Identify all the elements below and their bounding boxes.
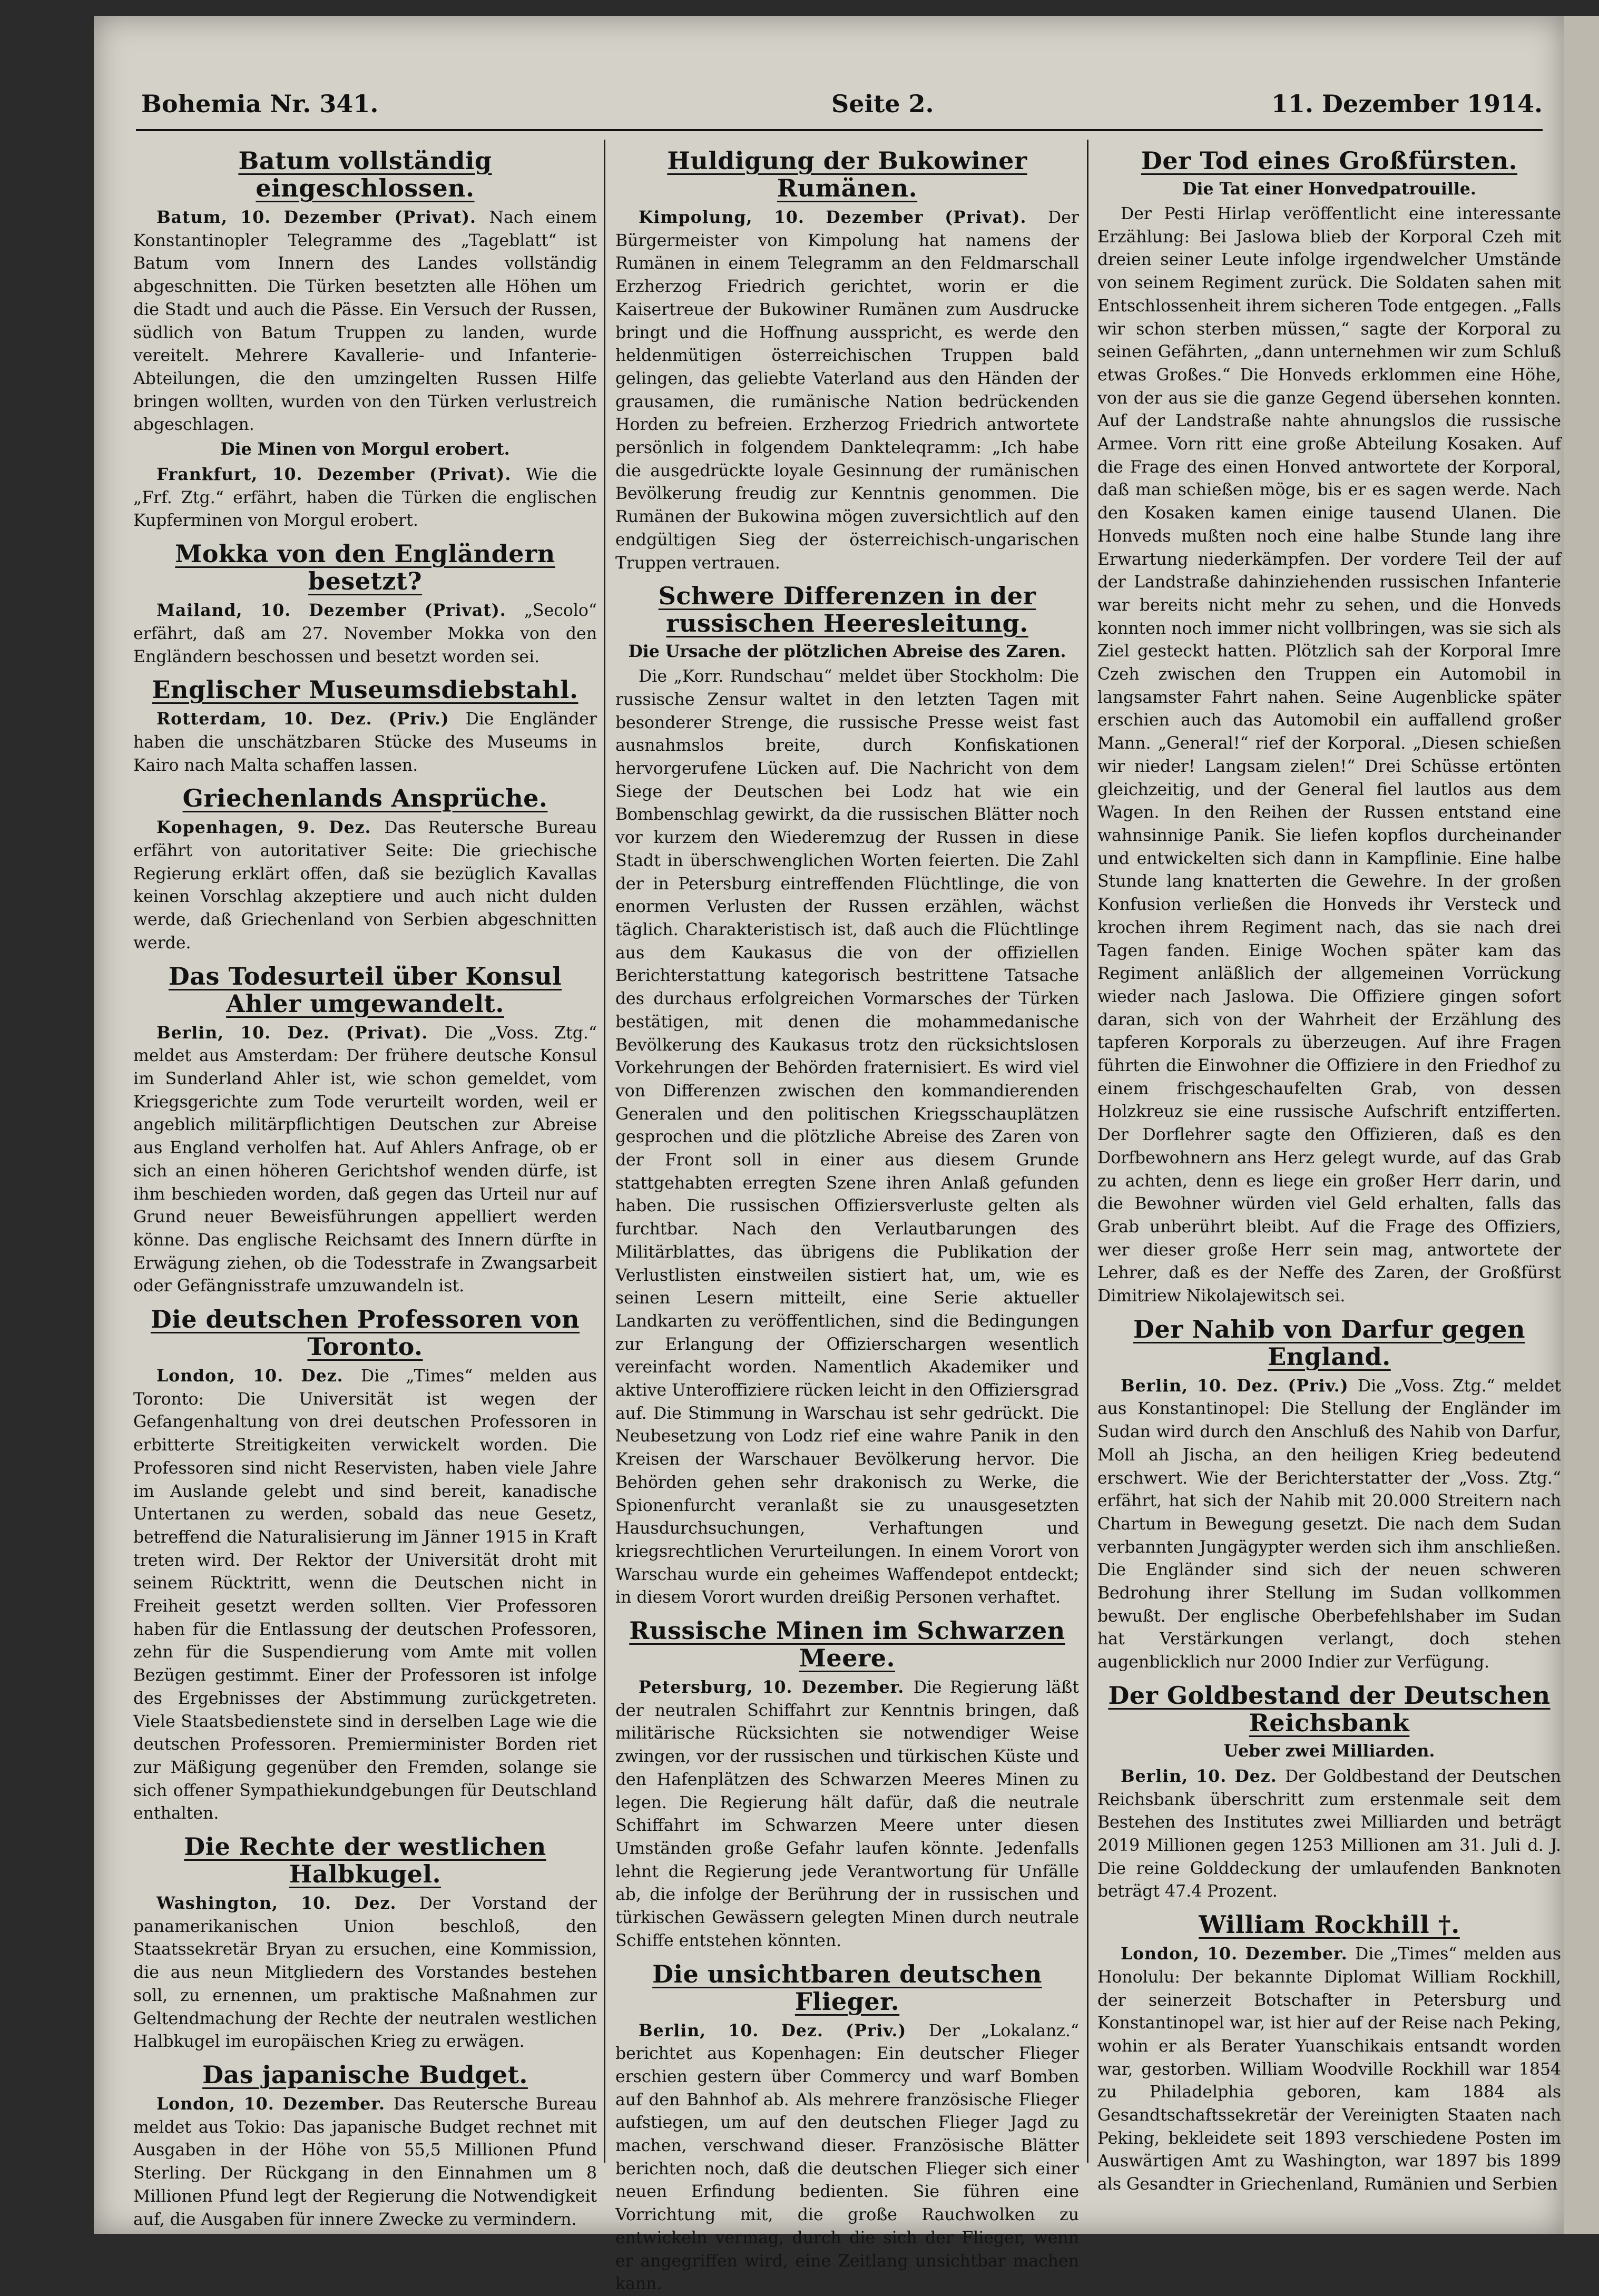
article-headline: Der Goldbestand der Deutschen Reichsbank	[1108, 1681, 1551, 1737]
newspaper-page	[94, 16, 1564, 2294]
article-text: Das Reutersche Bureau meldet aus Tokio: Das japanische Budget rechnet mit Ausgaben in der Höhe von 55,5 Millionen Pfund Sterling. Der Rückgang in den Einnahmen um 8 Millionen Pfund legt der Regierung die Notwendigkeit auf, die Ausgaben für innere Zwecke zu vermindern.	[133, 2095, 597, 2229]
article-body	[133, 599, 597, 669]
masthead-issue: Bohemia Nr. 341.	[141, 90, 379, 118]
article-text: Der Bürgermeister von Kimpolung hat namens der Rumänen in einem Telegramm an den Feldmarschall Erzherzog Friedrich gerichtet, worin er die Kaisertreue der Bukowiner Rumänen zum Ausdrucke bringt und die Hoffnung ausspricht, es werde den heldenmütigen österreichischen Truppen bald gelingen, das geliebte Vaterland aus den Händen der grausamen, die rumänische Nation bedrückenden Horden zu befreien. Erzherzog Friedrich antwortete persönlich in folgendem Dankteleqramm: „Ich habe die ausgedrückte loyale Gesinnung der rumänischen Bevölkerung freudig zur Kenntnis genommen. Die Rumänen der Bukowina mögen zuversichtlich auf den endgültigen Sieg der österreichisch-ungarischen Truppen vertrauen.	[615, 208, 1079, 573]
article-headline: Das Todesurteil über Konsul Ahler umgewandelt.	[168, 961, 562, 1018]
article-subheadline: Die Ursache der plötzlichen Abreise des Zaren.	[628, 642, 1066, 662]
article-text: Die „Times“ melden aus Toronto: Die Universität ist wegen der Gefangenhaltung von drei deutschen Professoren in erbitterte Streitigkeiten verwickelt worden. Die Professoren sind nicht Reservisten, haben viele Jahre im Auslande gelebt und sind bereit, kanadische Untertanen zu werden, sobald das neue Gesetz, betreffend die Naturalisierung im Jänner 1915 in Kraft treten wird. Der Rektor der Universität droht mit seinem Rücktritt, wenn die Deutschen nicht in Freiheit gesetzt werden sollten. Vier Professoren haben für die Entlassung der deutschen Professoren, zehn für die Suspendierung vom Amte mit vollen Bezügen gestimmt. Einer der Professoren ist infolge des Ergebnisses der Abstimmung zurückgetreten. Viele Staatsbedienstete sind in derselben Lage wie die deutschen Professoren. Premierminister Borden riet zur Mäßigung gegenüber den Fremden, solange sie sich offener Sympathiekundgebungen für Deutschland enthalten.	[133, 1367, 597, 1823]
article-dateline: Washington, 10. Dez.	[156, 1893, 419, 1914]
column-divider	[604, 140, 605, 2163]
article-body	[133, 2093, 597, 2231]
article-body	[1097, 1375, 1561, 1674]
article-body	[133, 1892, 597, 2054]
article-text: Die „Times“ melden aus Honolulu: Der bekannte Diplomat William Rockhill, der seinerzeit Botschafter in Petersburg und Konstantinopel war, ist hier auf der Reise nach Peking, wohin er als Berater Yuanschikais entsandt worden war, gestorben. William Woodville Rockhill war 1854 zu Philadelphia geboren, kam 1884 als Gesandtschaftssekretär der Vereinigten Staaten nach Peking, bekleidete seit 1893 verschiedene Posten im Auswärtigen Amt zu Washington, war 1897 bis 1899 als Gesandter in Griechenland, Rumänien und Serbien	[1097, 1945, 1561, 2194]
article-body	[1097, 203, 1561, 1308]
article-headline: Mokka von den Engländern besetzt?	[175, 539, 555, 596]
article-headline: Griechenlands Ansprüche.	[182, 784, 548, 813]
article-body	[133, 463, 597, 533]
page-edge	[1564, 16, 1599, 2234]
article-dateline: Kimpolung, 10. Dezember (Privat).	[639, 208, 1048, 227]
article-dateline: Berlin, 10. Dez. (Priv.)	[1121, 1376, 1358, 1396]
article-body	[133, 1022, 597, 1298]
article-subheadline: Die Tat einer Honvedpatrouille.	[1182, 179, 1476, 199]
article-dateline: London, 10. Dezember.	[156, 2094, 394, 2114]
article-text: Der Goldbestand der Deutschen Reichsbank überschritt zum erstenmale seit dem Bestehen des Institutes zwei Milliarden und beträgt 2019 Millionen gegen 1253 Millionen am 31. Juli d. J. Die reine Golddeckung der umlaufenden Banknoten beträgt 47.4 Prozent.	[1097, 1767, 1561, 1901]
article-headline: Englischer Museumsdiebstahl.	[152, 675, 578, 704]
article-dateline: Kopenhagen, 9. Dez.	[156, 818, 385, 838]
article-body	[133, 708, 597, 777]
column-2	[615, 140, 1079, 2294]
article-dateline: Petersburg, 10. Dezember.	[639, 1677, 914, 1698]
article-text: Nach einem Konstantinopler Telegramme des „Tageblatt“ ist Batum vom Innern des Landes vollständig abgeschnitten. Die Türken besetzten alle Höhen um die Stadt und auch die Pässe. Ein Versuch der Russen, südlich von Batum Truppen zu landen, wurde vereitelt. Mehrere Kavallerie- und Infanterie-Abteilungen, die den umzingelten Russen Hilfe bringen wollten, wurden von den Türken verlustreich abgeschlagen.	[133, 208, 597, 435]
masthead-page: Seite 2.	[831, 90, 934, 118]
article-dateline: Frankfurt, 10. Dezember (Privat).	[156, 465, 526, 485]
article-dateline: London, 10. Dez.	[156, 1366, 361, 1386]
article-dateline: Batum, 10. Dezember (Privat).	[156, 208, 489, 227]
article-dateline: London, 10. Dezember.	[1121, 1944, 1356, 1964]
article-text: Der Vorstand der panamerikanischen Union beschloß, den Staatssekretär Bryan zu ersuchen, eine Kommission, die aus neun Mitgliedern des Vorstandes bestehen soll, zu ernennen, um praktische Maßnahmen zur Geltendmachung der Rechte der neutralen westlichen Halbkugel im europäischen Krieg zu erwägen.	[133, 1894, 597, 2052]
article-text: Der Pesti Hirlap veröffentlicht eine interessante Erzählung: Bei Jaslowa blieb der Korporal Czeh mit dreien seiner Leute infolge irgendwelcher Umstände von seinem Regiment zurück. Die Soldaten sahen mit Entschlossenheit ihrem sicheren Tode entgegen. „Falls wir schon sterben müssen,“ sagte der Korporal zu seinen Gefährten, „dann unternehmen wir zum Schluß etwas Großes.“ Die Honveds erklommen eine Höhe, von der aus sie die ganze Gegend übersehen konnten. Auf der Landstraße nahte ahnungslos die russische Armee. Vorn ritt eine große Abteilung Kosaken. Auf die Frage des einen Honved antwortete der Korporal, daß man schießen möge, bis er es sagen werde. Nach den Kosaken kamen einige tausend Ulanen. Die Honveds mußten noch eine halbe Stunde lang ihre Erwartung niederkämpfen. Der vordere Teil der auf der Landstraße dahinziehenden russischen Infanterie war bereits nicht mehr zu sehen, und die Honveds konnten noch immer nicht vollbringen, was sie sich als Ziel gesteckt hatten. Plötzlich sah der Korporal Imre Czeh zwischen den Truppen ein Automobil in langsamster Fahrt nahen. Seine Augenblicke später erschien auch das Automobil ein auffallend großer Mann. „General!“ rief der Korporal. „Diesen schießen wir nieder! Langsam zielen!“ Drei Schüsse ertönten gleichzeitig, und der General fiel lautlos aus dem Wagen. In den Reihen der Russen entstand eine wahnsinnige Panik. Sie liefen kopflos durcheinander und entwickelten sich dann in Kampflinie. Eine halbe Stunde lang knatterten die Gewehre. In der großen Konfusion verließen die Honveds ihr Versteck und krochen ihrem Regiment nach, das sie nach drei Tagen fanden. Einige Wochen später kam das Regiment anläßlich der allgemeinen Vorrückung wieder nach Jaslowa. Die Offiziere gingen sofort daran, sich von der Wahrheit der Erzählung des tapferen Korporals zu überzeugen. Auf ihre Fragen führten die Einwohner die Offiziere in den Friedhof zu einem frischgeschaufelten Grab, von dessen Holzkreuz sie eine russische Aufschrift entzifferten. Der Dorflehrer sagte den Offizieren, daß es den Dorfbewohnern ans Herz gelegt wurde, auf das Grab zu achten, denn es liege ein großer Herr darin, und die Bewohner würden viel Geld erhalten, falls das Grab unberührt bleibt. Auf die Frage des Offiziers, wer dieser große Herr sein mag, antwortete der Lehrer, daß es der Neffe des Zaren, der Großfürst Dimitriew Nikolajewitsch sei.	[1097, 204, 1561, 1306]
article-text: Die „Voss. Ztg.“ meldet aus Konstantinopel: Die Stellung der Engländer im Sudan wird durch den Anschluß des Nahib von Darfur, Moll ah Jischa, an den heiligen Krieg bedeutend erschwert. Wie der Berichterstatter der „Voss. Ztg.“ erfährt, hat sich der Nahib mit 20.000 Streitern nach Chartum in Bewegung gesetzt. Die nach dem Sudan verbannten Jungägypter werden sich ihm anschließen. Die Engländer sind sich der neuen schweren Bedrohung ihrer Stellung im Sudan vollkommen bewußt. Der englische Oberbefehlshaber im Sudan hat Verstärkungen verlangt, doch stehen augenblicklich nur 2000 Indier zur Verfügung.	[1097, 1376, 1561, 1672]
article-text: Die „Voss. Ztg.“ meldet aus Amsterdam: Der frühere deutsche Konsul im Sunderland Ahler ist, wie schon gemeldet, vom Kriegsgerichte zum Tode verurteilt worden, weil er angeblich militärpflichtigen Deutschen zur Abreise aus England verholfen hat. Auf Ahlers Anfrage, ob er sich an einen höheren Gerichtshof wenden dürfe, ist ihm beschieden worden, daß gegen das Urteil nur auf Grund neuer Beweisführungen appelliert werden könne. Das englische Reichsamt des Innern dürfte in Erwägung ziehen, ob die Todesstrafe in Zwangsarbeit oder Gefängnisstrafe umzuwandeln ist.	[133, 1023, 597, 1296]
article-headline: Der Tod eines Großfürsten.	[1141, 146, 1518, 175]
article-dateline: Mailand, 10. Dezember (Privat).	[156, 601, 524, 621]
masthead	[141, 90, 1543, 132]
column-1	[133, 140, 597, 2229]
article-body	[615, 206, 1079, 575]
article-headline: Der Nahib von Darfur gegen England.	[1133, 1314, 1525, 1371]
article-subheadline: Die Minen von Morgul erobert.	[220, 439, 510, 459]
article-text: Der „Lokalanz.“ berichtet aus Kopenhagen: Ein deutscher Flieger erschien gestern über Commercy und warf Bomben auf den Bahnhof ab. Als mehrere französische Flieger aufstiegen, um auf den deutschen Flieger Jagd zu machen, verschwand dieser. Französische Blätter berichten noch, daß die deutschen Flieger sich einer neuen Erfindung bedienten. Sie führen eine Vorrichtung mit, die große Rauchwolken zu entwickeln vermag, durch die sich der Flieger, wenn er angegriffen wird, eine Zeitlang unsichtbar machen kann.	[615, 2021, 1079, 2294]
column-divider	[1087, 140, 1088, 2163]
article-headline: William Rockhill †.	[1199, 1910, 1460, 1939]
article-body	[615, 1676, 1079, 1952]
masthead-date: 11. Dezember 1914.	[1271, 90, 1543, 118]
article-subheadline: Ueber zwei Milliarden.	[1223, 1741, 1435, 1761]
article-headline: Huldigung der Bukowiner Rumänen.	[667, 146, 1027, 202]
article-headline: Schwere Differenzen in der russischen Heeresleitung.	[658, 582, 1036, 638]
masthead-rule	[136, 129, 1543, 131]
article-text: Das Reutersche Bureau erfährt von autoritativer Seite: Die griechische Regierung erklärt offen, daß sie bezüglich Kavallas keinen Vorschlag akzeptiere und auch nicht dulden werde, daß Griechenland von Serbien abgeschnitten werde.	[133, 818, 597, 953]
article-dateline: Berlin, 10. Dez. (Priv.)	[639, 2020, 929, 2040]
article-headline: Die deutschen Professoren von Toronto.	[150, 1305, 580, 1361]
article-body	[615, 2019, 1079, 2296]
article-text: Die „Korr. Rundschau“ meldet über Stockholm: Die russische Zensur waltet in den letzten Tagen mit besonderer Strenge, die russische Presse weist fast ausnahmslos breite, durch Konfiskationen hervorgerufene Lücken auf. Die Nachricht von dem Siege der Deutschen bei Lodz hat wie ein Bombenschlag gewirkt, da die russischen Blätter noch vor kurzem den Wiederemzug der Russen in diese Stadt in überschwenglichen Worten feierten. Die Zahl der in Petersburg eintreffenden Flüchtlinge, die von enormen Verlusten der Russen erzählen, wächst täglich. Charakteristisch ist, daß auch die Flüchtlinge aus dem Kaukasus die von der offiziellen Berichterstattung kategorisch bestrittene Tatsache des durchaus erfolgreichen Vormarsches der Türken bestätigen, mit denen die mohammedanische Bevölkerung des Kaukasus trotz den rücksichtslosen Vorkehrungen der Behörden fraternisiert. Es wird viel von Differenzen zwischen den kommandierenden Generalen und den politischen Kriegsschauplätzen gesprochen und die plötzliche Abreise des Zaren von der Front soll in einer aus diesem Grunde stattgehabten erregten Szene ihren Anlaß gefunden haben. Die russischen Offiziersverluste gelten als furchtbar. Nach den Verlautbarungen des Militärblattes, das übrigens die Publikation der Verlustlisten einstweilen sistiert hat, um, wie es seinen Lesern mitteilt, eine Serie aktueller Landkarten zu veröffentlichen, sind die Bedingungen zur Erlangung der Offizierschargen wesentlich vereinfacht worden. Namentlich Akademiker und aktive Unteroffiziere rücken leicht in den Offiziersgrad auf. Die Stimmung in Warschau ist sehr gedrückt. Die Neubesetzung von Lodz rief eine wahre Panik in den Kreisen der Warschauer Bevölkerung hervor. Die Behörden gehen sehr drakonisch zu Werke, die Spionenfurcht veranlaßt sie zu unausgesetzten Hausdurchsuchungen, Verhaftungen und kriegsrechtlichen Verurteilungen. In einem Vorort von Warschau wurde ein geheimes Waffendepot entdeckt; in diesem Vorort wurden dreißig Personen verhaftet.	[615, 667, 1079, 1607]
article-body	[1097, 1765, 1561, 1903]
article-dateline: Rotterdam, 10. Dez. (Priv.)	[156, 709, 466, 729]
column-3	[1097, 140, 1561, 2194]
article-headline: Batum vollständig eingeschlossen.	[238, 146, 492, 202]
article-headline: Die Rechte der westlichen Halbkugel.	[184, 1832, 546, 1889]
article-headline: Das japanische Budget.	[202, 2060, 528, 2089]
article-body	[133, 1365, 597, 1826]
article-body	[133, 206, 597, 437]
article-text: „Secolo“ erfährt, daß am 27. November Mokka von den Engländern beschossen und besetzt worden sei.	[133, 601, 597, 666]
article-dateline: Berlin, 10. Dez.	[1121, 1766, 1286, 1786]
article-dateline: Berlin, 10. Dez. (Privat).	[156, 1023, 445, 1043]
article-headline: Die unsichtbaren deutschen Flieger.	[652, 1959, 1042, 2016]
article-body	[1097, 1942, 1561, 2196]
article-text: Die Engländer haben die unschätzbaren Stücke des Museums in Kairo nach Malta schaffen lassen.	[133, 710, 597, 775]
article-text: Die Regierung läßt der neutralen Schiffahrt zur Kenntnis bringen, daß militärische Rücksichten sie notwendiger Weise zwingen, vor der russischen und türkischen Küste und den Hafenplätzen des Schwarzen Meeres Minen zu legen. Die Regierung hält dafür, daß die neutrale Schiffahrt im Schwarzen Meere unter diesen Umständen große Gefahr laufen könnte. Jedenfalls lehnt die Regierung jede Verantwortung für Unfälle ab, die infolge der Berührung der in russischen und türkischen Gewässern gelegten Minen durch neutrale Schiffe entstehen könnten.	[615, 1678, 1079, 1950]
article-body	[615, 665, 1079, 1610]
article-body	[133, 816, 597, 955]
article-text: Wie die „Frf. Ztg.“ erfährt, haben die Türken die englischen Kupferminen von Morgul erobert.	[133, 465, 597, 531]
article-headline: Russische Minen im Schwarzen Meere.	[629, 1616, 1065, 1673]
